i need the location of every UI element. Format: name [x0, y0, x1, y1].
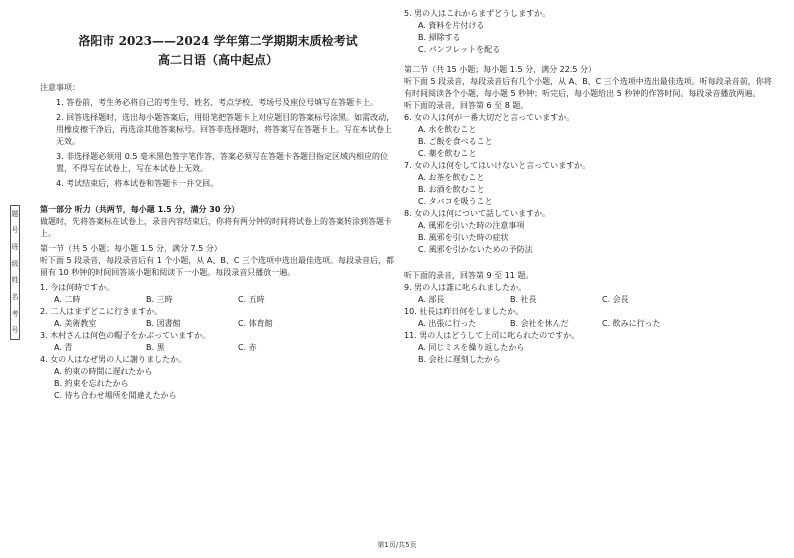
answer-option: B. 会社に遅刻したから	[418, 355, 501, 364]
part1-instructions: 做题时，先将答案标在试卷上，录音内容结束后，你将有两分钟的时间将试卷上的答案转涂到答题卡上。	[40, 216, 392, 238]
notice-item: 1. 答卷前，考生务必将自己的考生号、姓名、考点学校、考场号及座位号填写在答题卡上。	[56, 97, 379, 107]
answer-option: B. 掃除する	[418, 33, 461, 42]
answer-option: B. 三時	[146, 294, 173, 304]
answer-option: A. 青	[54, 342, 73, 352]
answer-option: C. 会長	[602, 295, 629, 304]
answer-option: C. タバコを吸うこと	[418, 197, 493, 206]
margin-strip-char: 姓	[11, 276, 19, 285]
question-stem: 2. 二人はまずどこに行きますか。	[40, 306, 163, 316]
margin-strip-char: 考	[11, 309, 19, 318]
exam-subtitle: 高二日语（高中起点）	[157, 53, 278, 68]
question-stem: 9. 男の人は誰に叱られましたか。	[404, 283, 527, 292]
answer-option: A. 水を飲むこと	[418, 125, 477, 134]
binding-margin-strip	[10, 205, 20, 340]
section1-instructions: 听下面 5 段录音，每段录音后有 1 个小题，从 A、B、C 三个选项中选出最佳选项。每段录音后，都留有 10 秒钟的时间回答该小题和阅读下一小题。每段录音只播放一遍。	[40, 255, 394, 277]
left-column	[40, 8, 396, 402]
answer-option: B. ご飯を食べること	[418, 137, 493, 146]
answer-option: B. 図書館	[146, 318, 181, 328]
question-list	[404, 282, 779, 366]
notice-heading: 注意事项：	[40, 82, 80, 92]
section2-instructions: 听下面 5 段录音，每段录音后有几个小题，从 A、B、C 三个选项中选出最佳选项。听每段录音前，你将有时间阅读各个小题，每小题 5 秒钟；听完后，每小题给出 5 秒钟的作答时间。每段录音播放两遍。	[404, 77, 772, 98]
margin-strip-char: 号	[11, 326, 19, 335]
group-instruction: 听下面的录音，回答第 6 至 8 题。	[404, 101, 529, 110]
answer-option: B. 風邪を引いた時の症状	[418, 233, 509, 242]
notice-item: 4. 考试结束后，将本试卷和答题卡一并交回。	[56, 178, 219, 188]
answer-option: B. お酒を飲むこと	[418, 185, 485, 194]
exam-title: 洛阳市 2023——2024 学年第二学期期末质检考试	[78, 34, 358, 48]
question-list	[404, 8, 779, 56]
notice-item: 3. 非选择题必须用 0.5 毫米黑色签字笔作答，答案必须写在答题卡各题目指定区域内相应的位置，不得写在试卷上，写在本试卷上无效。	[56, 151, 388, 173]
margin-strip-char: 班	[11, 243, 19, 252]
right-column	[404, 8, 779, 366]
answer-option: A. 風邪を引いた時の注意事項	[418, 221, 525, 230]
answer-option: A. 約束の時間に遅れたから	[54, 366, 153, 376]
answer-option: A. 二時	[54, 294, 81, 304]
answer-option: C. 薬を飲むこと	[418, 149, 477, 158]
answer-option: C. 五時	[238, 294, 265, 304]
question-stem: 10. 社長は昨日何をしましたか。	[404, 307, 524, 316]
question-list	[40, 282, 396, 402]
section1-heading: 第一节（共 5 小题；每小题 1.5 分，满分 7.5 分）	[40, 243, 222, 253]
answer-option: A. 資料を片付ける	[418, 21, 485, 30]
answer-option: B. 黒	[146, 342, 165, 352]
answer-option: C. 待ち合わせ場所を間違えたから	[54, 390, 177, 400]
answer-option: B. 約束を忘れたから	[54, 378, 129, 388]
notice-item: 2. 回答选择题时，选出每小题答案后，用铅笔把答题卡上对应题目的答案标号涂黑。如需改动，用橡皮擦干净后，再选涂其他答案标号。回答非选择题时，将答案写在答题卡上。写在本试卷上无效。	[56, 112, 395, 146]
answer-options	[40, 294, 396, 306]
question-stem: 1. 今は何時ですか。	[40, 282, 115, 292]
margin-strip-char: 名	[11, 292, 19, 301]
question-stem: 4. 女の人はなぜ男の人に謝りましたか。	[40, 354, 187, 364]
answer-options	[404, 294, 779, 306]
question-stem: 8. 女の人は何について話していますか。	[404, 209, 551, 218]
answer-option: C. 赤	[238, 342, 257, 352]
margin-strip-char: 题	[11, 209, 19, 218]
question-stem: 6. 女の人は何が一番大切だと言っていますか。	[404, 113, 575, 122]
answer-option: C. 飲みに行った	[602, 319, 661, 328]
question-list	[404, 112, 779, 256]
answer-option: B. 社長	[510, 295, 537, 304]
answer-option: C. 体育館	[238, 318, 273, 328]
answer-options	[40, 342, 396, 354]
margin-strip-char: 级	[11, 259, 19, 268]
answer-options	[40, 318, 396, 330]
question-stem: 5. 男の人はこれからまずどうしますか。	[404, 9, 551, 18]
section2-heading: 第二节（共 15 小题；每小题 1.5 分，满分 22.5 分）	[404, 65, 596, 74]
answer-options	[404, 318, 779, 330]
question-stem: 11. 男の人はどうして上司に叱られたのですか。	[404, 331, 580, 340]
answer-option: A. 美術教室	[54, 318, 97, 328]
page-footer: 第1页/共5页	[377, 541, 417, 549]
part1-heading: 第一部分 听力（共两节，每小题 1.5 分，满分 30 分）	[40, 204, 240, 214]
answer-option: B. 会社を休んだ	[510, 319, 569, 328]
answer-option: C. パンフレットを配る	[418, 45, 501, 54]
answer-option: C. 風邪を引かないための予防法	[418, 245, 533, 254]
question-stem: 7. 女の人は何をしてはいけないと言っていますか。	[404, 161, 591, 170]
question-stem: 3. 木村さんは何色の帽子をかぶっていますか。	[40, 330, 211, 340]
answer-option: A. 部長	[418, 295, 445, 304]
margin-strip-char: 号	[11, 226, 19, 235]
group-instruction: 听下面的录音，回答第 9 至 11 题。	[404, 271, 534, 280]
answer-option: A. 出張に行った	[418, 319, 477, 328]
answer-option: A. 同じミスを繰り返したから	[418, 343, 525, 352]
answer-option: A. お茶を飲むこと	[418, 173, 485, 182]
